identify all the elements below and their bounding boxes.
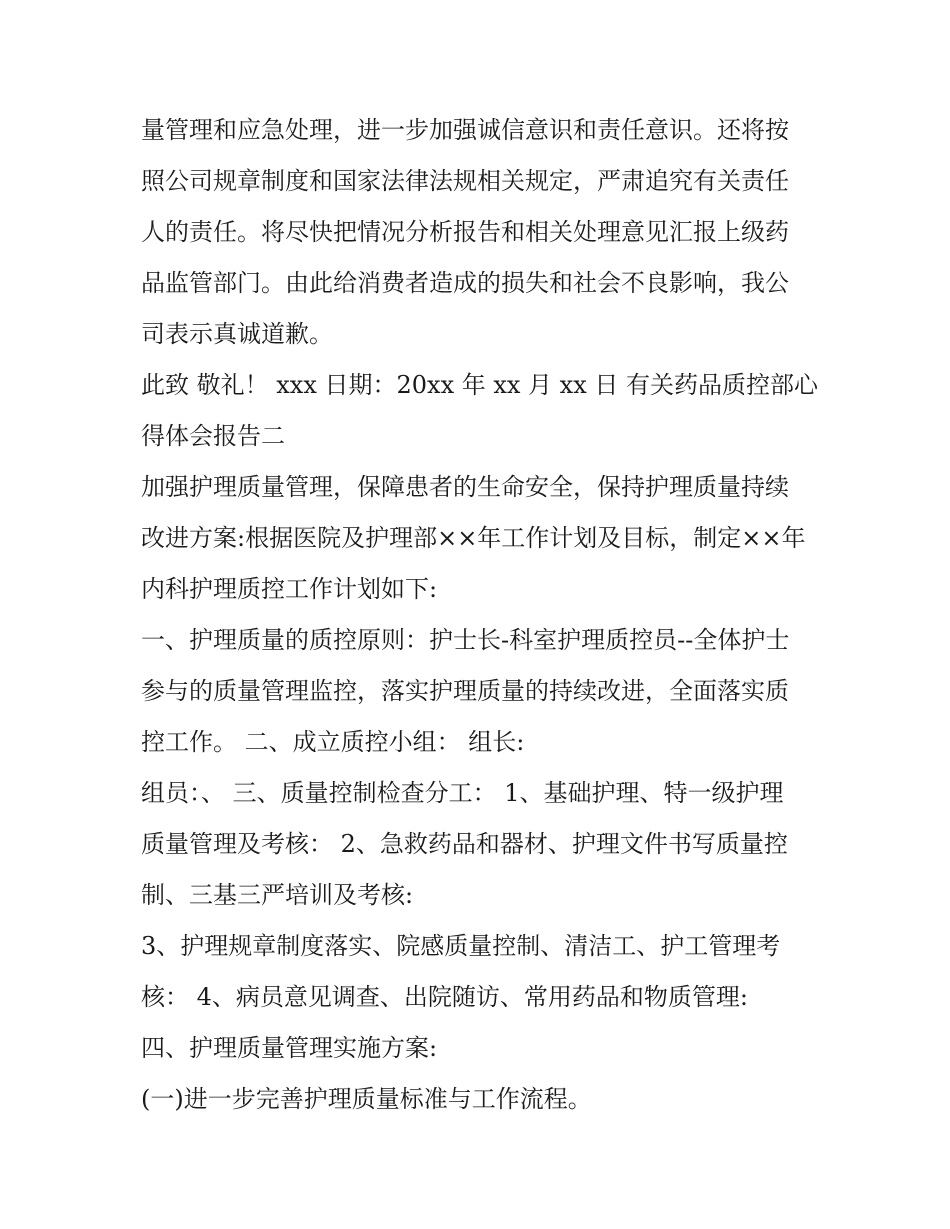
text-line: 参与的质量管理监控，落实护理质量的持续改进，全面落实质 — [141, 677, 789, 705]
text-line: (一)进一步完善护理质量标准与工作流程。 — [141, 1085, 592, 1113]
text-line: 改进方案:根据医院及护理部××年工作计划及目标，制定××年 — [141, 524, 806, 552]
text-line: 核： 4、病员意见调查、出院随访、常用药品和物质管理: — [141, 983, 748, 1011]
document-body — [141, 105, 821, 1125]
paragraph-intro — [141, 462, 821, 615]
text-line: 一、护理质量的质控原则：护士长-科室护理质控员--全体护士 — [141, 626, 790, 654]
text-line: 司表示真诚道歉。 — [141, 320, 333, 348]
text-line: 加强护理质量管理，保障患者的生命安全，保持护理质量持续 — [141, 473, 789, 501]
text-line: 四、护理质量管理实施方案: — [141, 1034, 438, 1062]
text-line: 此致 敬礼！ xxx 日期：20xx 年 xx 月 xx 日 有关药品质控部心 — [141, 371, 819, 399]
text-line: 人的责任。将尽快把情况分析报告和相关处理意见汇报上级药 — [141, 218, 789, 246]
paragraph-closing — [141, 360, 821, 462]
text-line: 得体会报告二 — [141, 422, 285, 450]
text-line: 品监管部门。由此给消费者造成的损失和社会不良影响，我公 — [141, 269, 789, 297]
text-line: 控工作。 二、成立质控小组： 组长: — [141, 728, 525, 756]
paragraph-division — [141, 921, 821, 1023]
text-line: 组员：、 三、质量控制检查分工： 1、基础护理、特一级护理 — [141, 779, 784, 807]
section-heading — [141, 1023, 821, 1074]
text-line: 3、护理规章制度落实、院感质量控制、清洁工、护工管理考 — [141, 932, 781, 960]
text-line: 质量管理及考核： 2、急救药品和器材、护理文件书写质量控 — [141, 830, 788, 858]
paragraph-apology — [141, 105, 821, 360]
subsection-heading — [141, 1074, 821, 1125]
paragraph-members — [141, 768, 821, 921]
text-line: 照公司规章制度和国家法律法规相关规定，严肃追究有关责任 — [141, 167, 789, 195]
text-line: 制、三基三严培训及考核: — [141, 881, 414, 909]
text-line: 量管理和应急处理，进一步加强诚信意识和责任意识。还将按 — [141, 116, 789, 144]
paragraph-principles — [141, 615, 821, 768]
text-line: 内科护理质控工作计划如下: — [141, 575, 438, 603]
